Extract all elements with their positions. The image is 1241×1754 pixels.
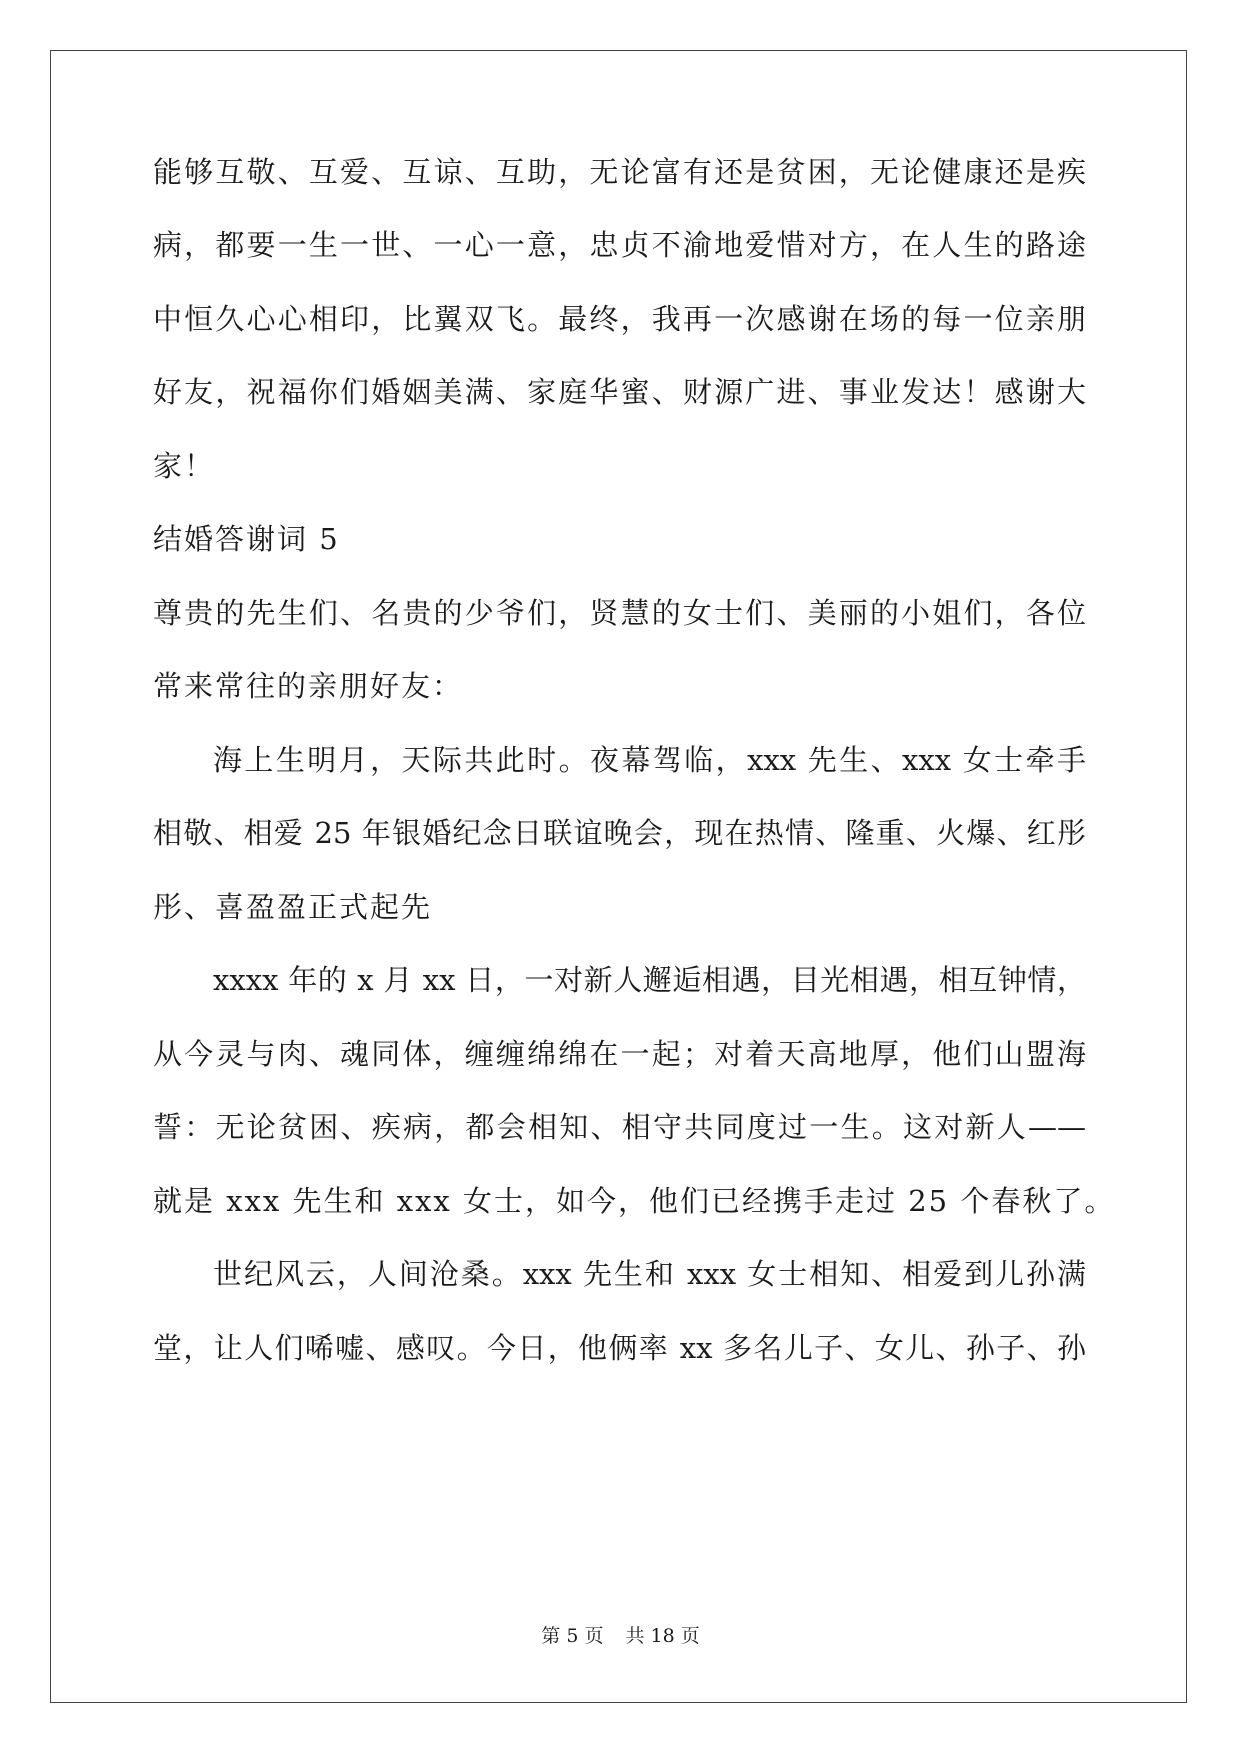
- body-line: 尊贵的先生们、名贵的少爷们，贤慧的女士们、美丽的小姐们，各位: [153, 596, 1086, 630]
- page-footer: [0, 1624, 1241, 1648]
- page-number: 第 5 页: [541, 1625, 604, 1647]
- body-line: 病，都要一生一世、一心一意，忠贞不渝地爱惜对方，在人生的路途: [153, 228, 1086, 262]
- body-line: 常来常往的亲朋好友：: [153, 669, 464, 703]
- body-line: 能够互敬、互爱、互谅、互助，无论富有还是贫困，无论健康还是疾: [153, 155, 1086, 189]
- body-line: 就是 xxx 先生和 xxx 女士，如今，他们已经携手走过 25 个春秋了。: [153, 1184, 1116, 1218]
- body-line: 彤、喜盈盈正式起先: [153, 890, 433, 924]
- page-border: [50, 50, 1187, 1703]
- page-total: 共 18 页: [625, 1625, 700, 1647]
- body-line: 中恒久心心相印，比翼双飞。最终，我再一次感谢在场的每一位亲朋: [153, 302, 1086, 336]
- paragraph-first-line: 海上生明月，天际共此时。夜幕驾临，xxx 先生、xxx 女士牵手: [213, 743, 1086, 777]
- body-line: 好友，祝福你们婚姻美满、家庭华蜜、财源广进、事业发达！感谢大: [153, 375, 1086, 409]
- paragraph-first-line: xxxx 年的 x 月 xx 日，一对新人邂逅相遇，目光相遇，相互钟情，: [213, 963, 1086, 997]
- paragraph-first-line: 世纪风云，人间沧桑。xxx 先生和 xxx 女士相知、相爱到儿孙满: [213, 1257, 1086, 1291]
- body-line: 家！: [153, 449, 216, 483]
- body-line: 相敬、相爱 25 年银婚纪念日联谊晚会，现在热情、隆重、火爆、红彤: [153, 816, 1086, 850]
- body-line: 从今灵与肉、魂同体，缠缠绵绵在一起；对着天高地厚，他们山盟海: [153, 1037, 1086, 1071]
- body-line: 誓：无论贫困、疾病，都会相知、相守共同度过一生。这对新人——: [153, 1110, 1086, 1144]
- section-heading: 结婚答谢词 5: [153, 522, 340, 556]
- body-line: 堂，让人们唏嘘、感叹。今日，他俩率 xx 多名儿子、女儿、孙子、孙: [153, 1331, 1086, 1365]
